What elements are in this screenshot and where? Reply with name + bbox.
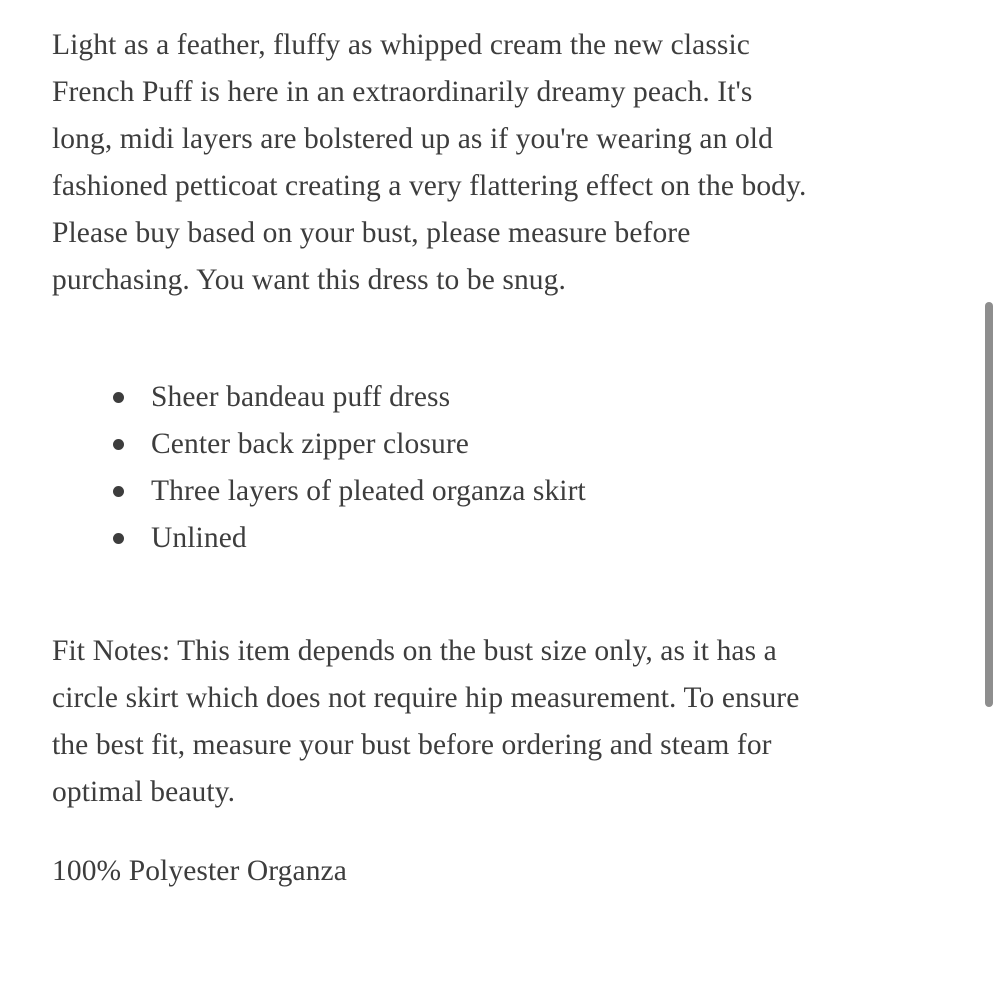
- bullet-dot-icon: [113, 439, 124, 450]
- bullet-dot-icon: [113, 392, 124, 403]
- feature-text: Three layers of pleated organza skirt: [151, 475, 586, 507]
- product-description: [52, 22, 972, 895]
- description-intro: Light as a feather, fluffy as whipped cream the new classic French Puff is here in an extraordinarily dreamy peach. It's long, midi layers are bolstered up as if you're wearing an old fashioned petticoat creating a very flattering effect on the body. Please buy based on your bust, please measure before purchasing. You want this dress to be snug.: [52, 29, 807, 296]
- list-item: [111, 515, 972, 562]
- material-composition: 100% Polyester Organza: [52, 855, 347, 887]
- vertical-scrollbar[interactable]: [985, 302, 993, 707]
- list-item: [111, 468, 972, 515]
- list-item: [111, 421, 972, 468]
- bullet-dot-icon: [113, 533, 124, 544]
- feature-text: Unlined: [151, 522, 247, 554]
- feature-text: Sheer bandeau puff dress: [151, 381, 451, 413]
- fit-notes: Fit Notes: This item depends on the bust size only, as it has a circle skirt which does not require hip measurement. To ensure the best fit, measure your bust before ordering and steam for optimal beauty.: [52, 635, 800, 808]
- list-item: [111, 374, 972, 421]
- feature-list: [52, 374, 972, 562]
- bullet-dot-icon: [113, 486, 124, 497]
- feature-text: Center back zipper closure: [151, 428, 469, 460]
